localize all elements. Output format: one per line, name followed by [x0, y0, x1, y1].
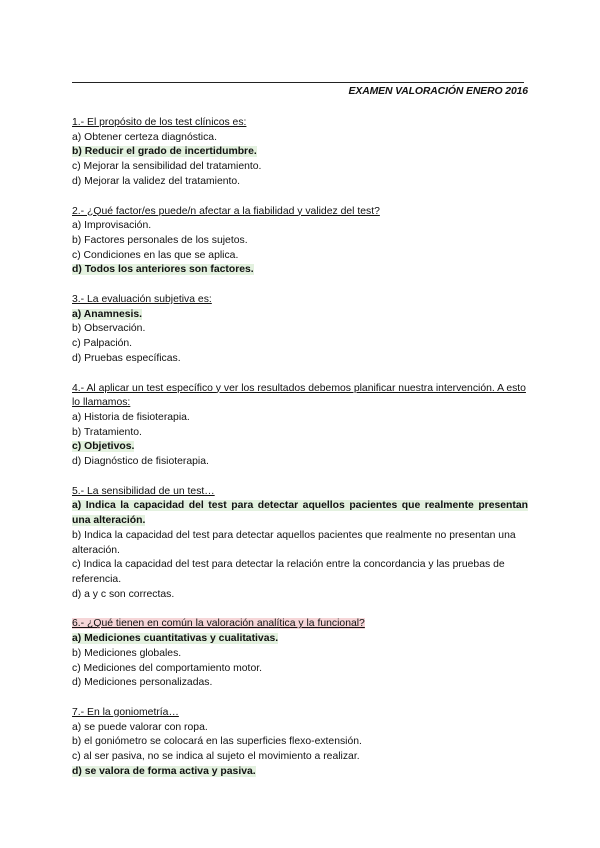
answer-option: c) Mediciones del comportamiento motor.	[72, 662, 262, 674]
answer-option-correct: c) Objetivos.	[72, 441, 135, 453]
questions-list	[72, 116, 528, 794]
answer-option: a) Improvisación.	[72, 220, 152, 232]
question-7	[72, 706, 528, 780]
question-title: 7.- En la goniometría…	[72, 706, 179, 718]
question-title: 1.- El propósito de los test clínicos es:	[72, 117, 247, 128]
question-title: 2.- ¿Qué factor/es puede/n afectar a la fiabilidad y validez del test?	[72, 205, 380, 217]
answer-option: a) Historia de fisioterapia.	[72, 411, 190, 423]
question-2	[72, 205, 528, 279]
answer-option: c) Condiciones en las que se aplica.	[72, 249, 239, 261]
answer-option: b) Mediciones globales.	[72, 647, 182, 659]
answer-option-correct: a) Indica la capacidad del test para detectar aquellos pacientes que realmente presentan una alteración.	[72, 500, 528, 527]
answer-option-correct: a) Anamnesis.	[72, 308, 143, 320]
answer-option: d) Mejorar la validez del tratamiento.	[72, 175, 241, 187]
header-rule	[72, 82, 524, 83]
question-5	[72, 485, 528, 603]
question-title-highlighted: 6.- ¿Qué tienen en común la valoración analítica y la funcional?	[72, 618, 365, 630]
question-4	[72, 382, 528, 470]
answer-option: c) Indica la capacidad del test para detectar la relación entre la concordancia y las pruebas de referencia.	[72, 559, 505, 585]
question-1	[72, 116, 528, 190]
answer-option: b) Factores personales de los sujetos.	[72, 234, 248, 246]
answer-option: d) a y c son correctas.	[72, 588, 175, 600]
question-3	[72, 293, 528, 367]
question-title: 5.- La sensibilidad de un test…	[72, 485, 215, 497]
answer-option: b) el goniómetro se colocará en las superficies flexo-extensión.	[72, 736, 362, 748]
answer-option: a) Obtener certeza diagnóstica.	[72, 131, 217, 143]
answer-option: c) Palpación.	[72, 338, 133, 350]
answer-option: d) Pruebas específicas.	[72, 352, 181, 364]
answer-option-correct: d) Todos los anteriores son factores.	[72, 264, 254, 276]
answer-option-correct: d) se valora de forma activa y pasiva.	[72, 765, 256, 777]
answer-option-correct: a) Mediciones cuantitativas y cualitativas.	[72, 633, 279, 645]
question-6	[72, 617, 528, 691]
answer-option: d) Diagnóstico de fisioterapia.	[72, 456, 209, 468]
exam-header-title: EXAMEN VALORACIÓN ENERO 2016	[348, 86, 528, 97]
question-title: 3.- La evaluación subjetiva es:	[72, 294, 212, 306]
answer-option: b) Tratamiento.	[72, 426, 142, 438]
answer-option: c) al ser pasiva, no se indica al sujeto el movimiento a realizar.	[72, 751, 360, 763]
answer-option-correct: b) Reducir el grado de incertidumbre.	[72, 146, 257, 158]
answer-option: d) Mediciones personalizadas.	[72, 677, 213, 689]
answer-option: b) Observación.	[72, 323, 146, 335]
answer-option: c) Mejorar la sensibilidad del tratamiento.	[72, 161, 262, 173]
answer-option: a) se puede valorar con ropa.	[72, 721, 208, 733]
answer-option: b) Indica la capacidad del test para detectar aquellos pacientes que realmente no presentan una alteración.	[72, 529, 516, 556]
question-title: 4.- Al aplicar un test específico y ver los resultados debemos planificar nuestra intervención. A esto lo llamamos:	[72, 382, 526, 409]
